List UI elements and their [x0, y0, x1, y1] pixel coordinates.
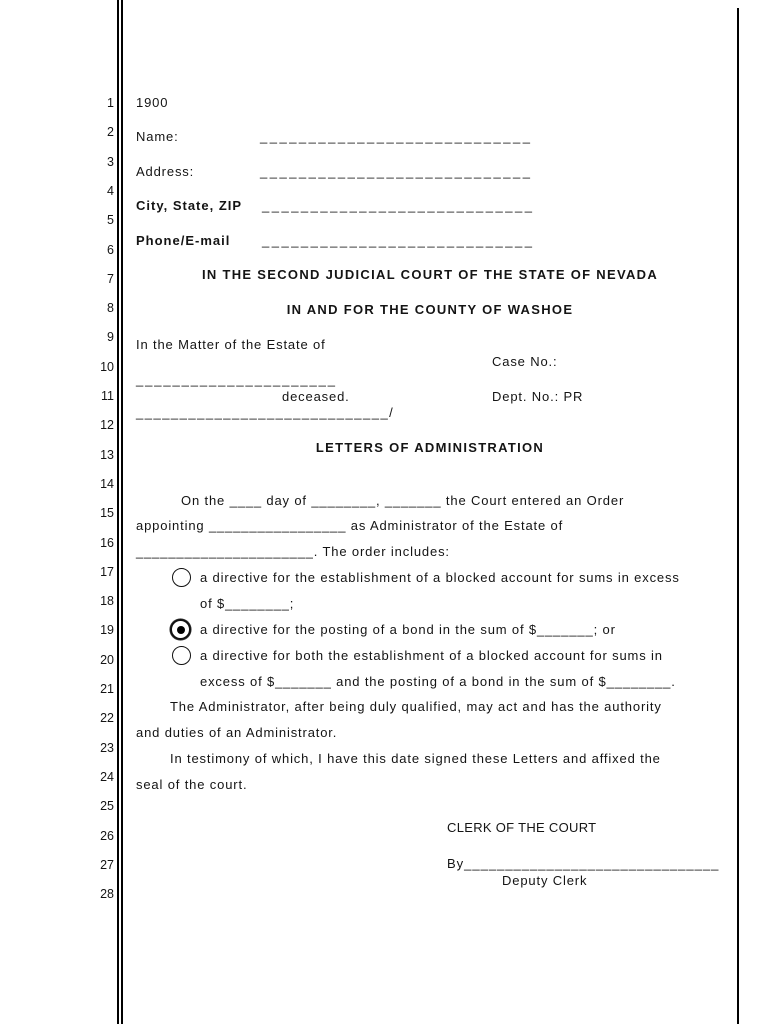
phone-email-label: Phone/E-mail [136, 233, 231, 248]
line-number: 4 [107, 183, 114, 198]
bond-radio[interactable] [170, 619, 191, 640]
right-margin-rule [737, 8, 739, 1024]
option-text: a directive for both the establishment of a blocked account for sums in [200, 648, 663, 663]
line-number: 10 [100, 359, 114, 374]
line-number: 11 [101, 389, 114, 403]
line-number: 1 [107, 96, 114, 110]
deceased-name-blank: ______________________ [136, 372, 337, 387]
line-number: 24 [100, 769, 114, 784]
name-label: Name: [136, 129, 179, 144]
caption-closing-line: _____________________________/ [136, 405, 395, 420]
line-number: 20 [100, 652, 114, 667]
clerk-title: CLERK OF THE COURT [447, 820, 597, 835]
order-paragraph-line: appointing _________________ as Administrator of the Estate of [136, 518, 564, 533]
line-number: 7 [107, 271, 114, 286]
line-number: 15 [100, 506, 114, 521]
authority-paragraph-line: The Administrator, after being duly qualified, may act and has the authority [170, 699, 662, 714]
option-text: excess of $_______ and the posting of a bond in the sum of $________. [200, 674, 676, 689]
left-margin-rule [117, 0, 119, 1024]
line-number: 13 [100, 447, 114, 462]
estate-matter-text: In the Matter of the Estate of [136, 337, 326, 352]
line-number: 28 [100, 887, 114, 902]
option-text: a directive for the establishment of a blocked account for sums in excess [200, 570, 680, 585]
line-number: 9 [107, 330, 114, 345]
header-code: 1900 [136, 95, 169, 110]
county-title: IN AND FOR THE COUNTY OF WASHOE [286, 302, 574, 317]
line-number: 3 [107, 154, 114, 169]
deceased-label: deceased. [282, 389, 350, 404]
line-number: 21 [100, 682, 114, 696]
court-title: IN THE SECOND JUDICIAL COURT OF THE STATE OF NEVADA [201, 267, 659, 282]
phone-email-blank: ____________________________ [262, 233, 535, 248]
line-number: 23 [100, 740, 114, 755]
city-state-zip-label: City, State, ZIP [136, 198, 243, 213]
document-title: LETTERS OF ADMINISTRATION [315, 440, 545, 455]
line-number: 25 [100, 799, 114, 814]
testimony-paragraph-line: seal of the court. [136, 777, 248, 792]
line-number: 16 [100, 535, 114, 550]
address-label: Address: [136, 164, 195, 179]
left-margin-rule-inner [121, 0, 123, 1024]
case-number-label: Case No.: [492, 354, 558, 369]
authority-paragraph-line: and duties of an Administrator. [136, 725, 338, 740]
dept-number-label: Dept. No.: PR [492, 389, 584, 404]
line-number: 8 [107, 301, 114, 316]
line-number: 14 [100, 476, 114, 491]
by-signature-line: By_______________________________ [447, 856, 720, 871]
address-blank: ____________________________ [260, 164, 533, 179]
line-number: 27 [100, 857, 114, 872]
line-number: 18 [100, 594, 114, 609]
line-number: 2 [107, 125, 114, 140]
blocked-account-radio[interactable] [172, 568, 191, 587]
option-text: of $________; [200, 596, 295, 611]
option-text: a directive for the posting of a bond in the sum of $_______; or [200, 622, 616, 637]
deputy-clerk-label: Deputy Clerk [502, 873, 588, 888]
line-number: 19 [100, 623, 114, 638]
radio-dot [177, 626, 185, 634]
line-number: 12 [100, 418, 114, 433]
blocked-account-and-bond-radio[interactable] [172, 646, 191, 665]
line-number: 22 [100, 711, 114, 726]
testimony-paragraph-line: In testimony of which, I have this date signed these Letters and affixed the [170, 751, 661, 766]
line-number: 17 [100, 564, 114, 579]
line-number: 5 [107, 213, 114, 228]
name-blank: ____________________________ [260, 129, 533, 144]
line-number: 26 [100, 828, 114, 843]
order-paragraph-line: ______________________. The order includes: [136, 544, 450, 559]
line-number: 6 [107, 242, 114, 257]
order-paragraph-line: On the ____ day of ________, _______ the Court entered an Order [181, 493, 625, 508]
city-state-zip-blank: ____________________________ [262, 198, 535, 213]
